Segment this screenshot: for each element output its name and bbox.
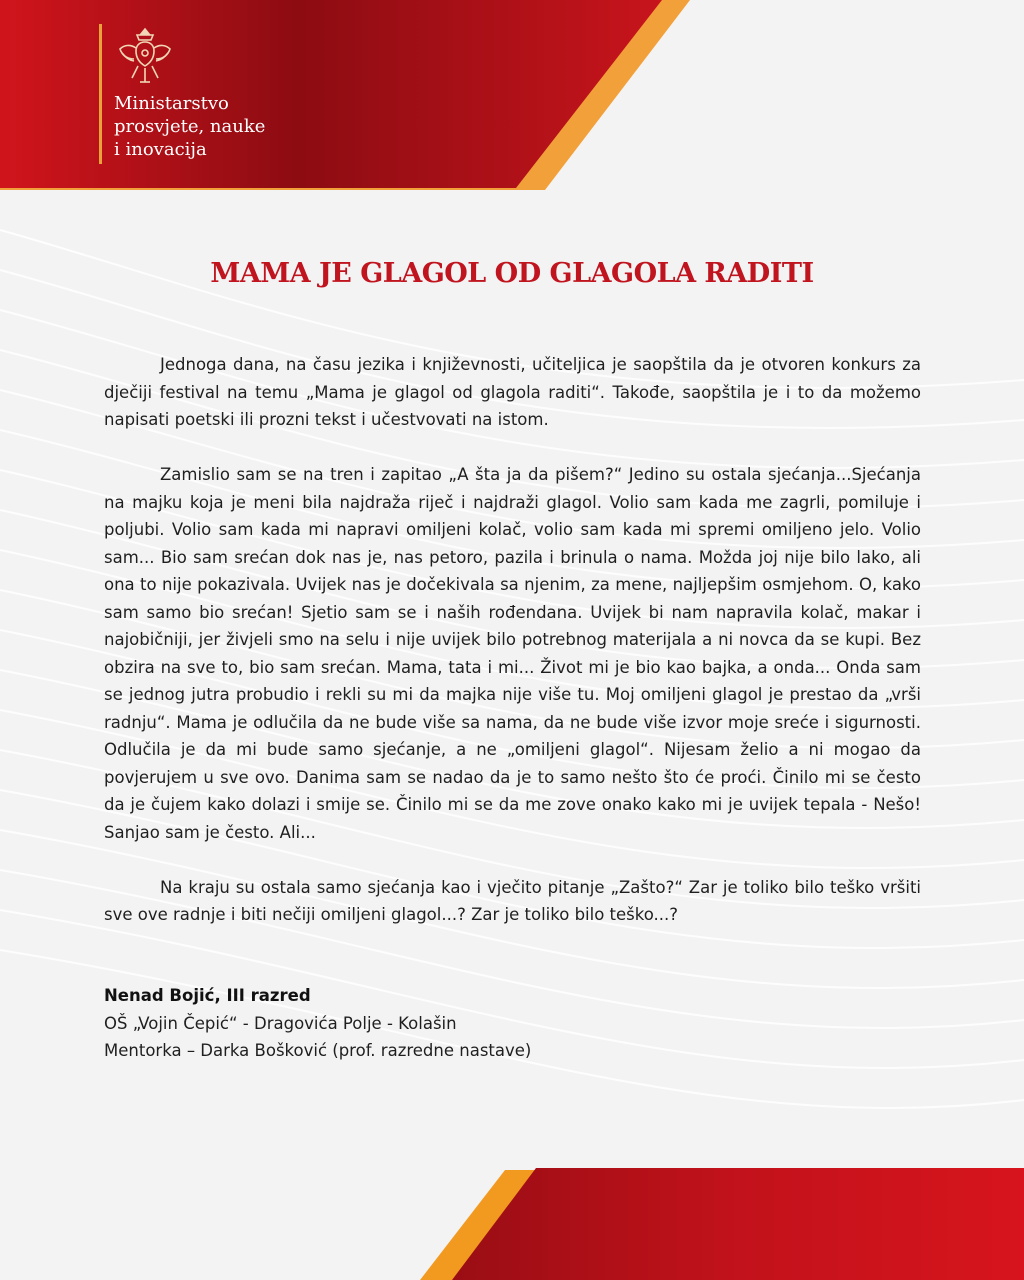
ministry-line-3: i inovacija [114,139,207,160]
document-title: MAMA JE GLAGOL OD GLAGOLA RADITI [210,258,814,289]
school-line: OŠ „Vojin Čepić“ - Dragovića Polje - Kolašin [104,1013,457,1033]
footer-band [0,1160,1024,1280]
logo-divider [99,24,102,164]
signature-block [104,982,531,1065]
paragraph-2: Zamislio sam se na tren i zapitao „A šta ja da pišem?“ Jedino su ostala sjećanja...Sjećanja na majku koja je meni bila najdraža riječ i najdraži glagol. Volio sam kada me zagrli, pomiluje i poljubi. Volio sam kada mi napravi omiljeni kolač, volio sam kada mi spremi omiljeno jelo. Volio sam... Bio sam srećan dok nas je, nas petoro, pazila i brinula o nama. Možda joj nije bilo lako, ali ona to nije pokazivala. Uvijek nas je dočekivala sa njenim, za mene, najljepšim osmjehom. O, kako sam samo bio srećan! Sjetio sam se i naših rođendana. Uvijek bi nam napravila kolač, makar i najobičniji, jer živjeli smo na selu i nije uvijek bilo potrebnog materijala a ni novca da se kupi. Bez obzira na sve to, bio sam srećan. Mama, tata i mi... Život mi je bio kao bajka, a onda... Onda sam se jednog jutra probudio i rekli su mi da majka nije više tu. Moj omiljeni glagol je prestao da „vrši radnju“. Mama je odlučila da ne bude više sa nama, da ne bude više izvor moje sreće i sigurnosti. Odlučila je da mi bude samo sjećanje, a ne „omiljeni glagol“. Nijesam želio a ni mogao da povjerujem u sve ovo. Danima sam se nadao da je to samo nešto što će proći. Činilo mi se često da je čujem kako dolazi i smije se. Činilo mi se da me zove onako kako mi je uvijek tepala - Nešo! Sanjao sam je često. Ali... [104,465,921,842]
ministry-name [114,92,265,161]
document-body [104,351,921,956]
paragraph-1: Jednoga dana, na času jezika i književnosti, učiteljica je saopštila da je otvoren konkurs za dječiji festival na temu „Mama je glagol od glagola raditi“. Takođe, saopštila je i to da možemo napisati poetski ili prozni tekst i učestvovati na istom. [104,355,921,429]
mentor-line: Mentorka – Darka Bošković (prof. razredne nastave) [104,1041,532,1060]
author-name: Nenad Bojić, III razred [104,986,311,1005]
ministry-line-1: Ministarstvo [114,93,229,114]
paragraph-3: Na kraju su ostala samo sjećanja kao i vječito pitanje „Zašto?“ Zar je toliko bilo teško vršiti sve ove radnje i biti nečiji omiljeni glagol...? Zar je toliko bilo teško...? [104,877,921,924]
coat-of-arms-icon [116,26,174,88]
ministry-line-2: prosvjete, nauke [114,116,266,137]
